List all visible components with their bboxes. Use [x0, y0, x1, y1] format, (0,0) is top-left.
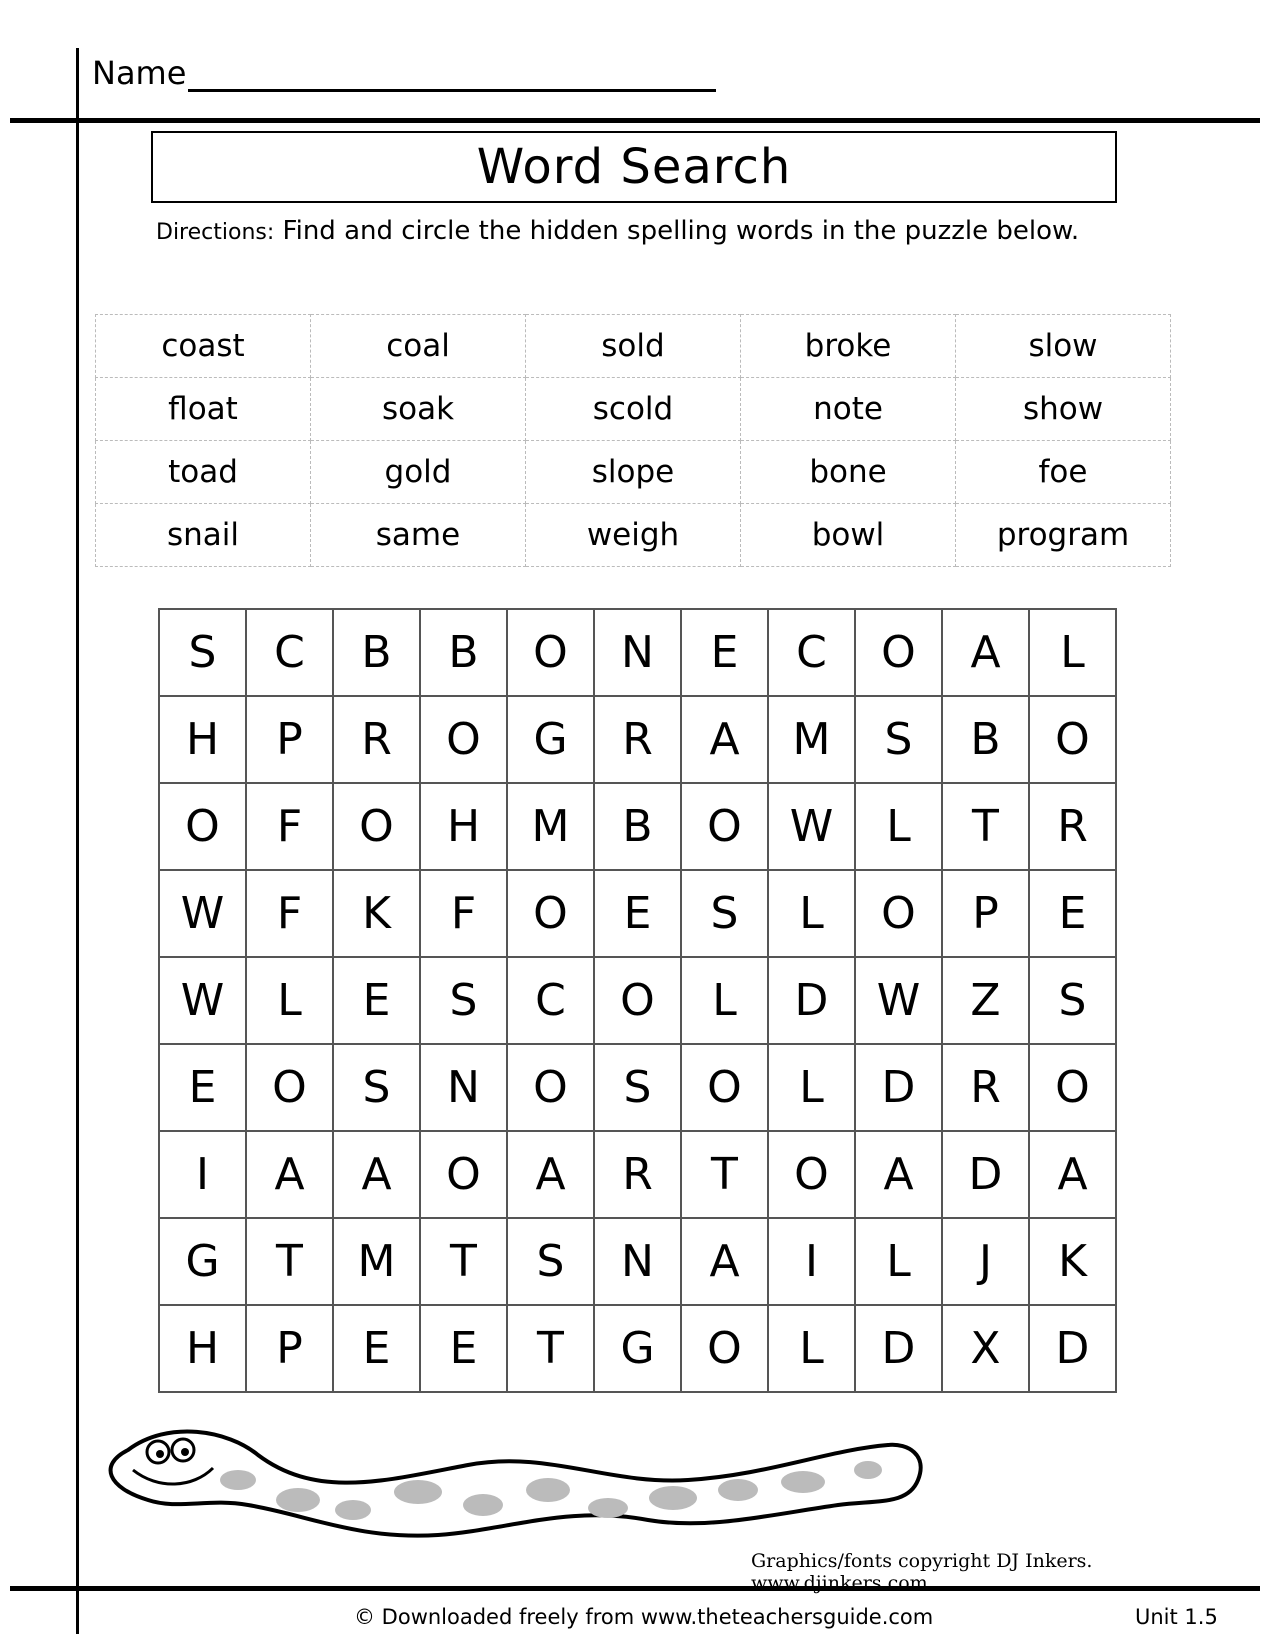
- grid-cell[interactable]: E: [1030, 871, 1117, 958]
- name-field: [92, 54, 716, 92]
- header-divider-line: [10, 118, 1260, 123]
- word-bank-word: slow: [956, 315, 1171, 378]
- grid-cell[interactable]: M: [334, 1219, 421, 1306]
- grid-cell[interactable]: S: [334, 1045, 421, 1132]
- grid-cell[interactable]: D: [1030, 1306, 1117, 1393]
- grid-cell[interactable]: T: [682, 1132, 769, 1219]
- grid-cell[interactable]: S: [1030, 958, 1117, 1045]
- grid-cell[interactable]: I: [160, 1132, 247, 1219]
- word-bank-word: broke: [741, 315, 956, 378]
- grid-cell[interactable]: N: [595, 1219, 682, 1306]
- grid-cell[interactable]: X: [943, 1306, 1030, 1393]
- grid-cell[interactable]: O: [508, 1045, 595, 1132]
- word-bank: [95, 314, 1171, 567]
- grid-cell[interactable]: L: [856, 784, 943, 871]
- word-bank-word: scold: [526, 378, 741, 441]
- grid-cell[interactable]: W: [160, 958, 247, 1045]
- grid-cell[interactable]: A: [682, 1219, 769, 1306]
- grid-cell[interactable]: I: [769, 1219, 856, 1306]
- grid-cell[interactable]: T: [508, 1306, 595, 1393]
- grid-cell[interactable]: L: [769, 871, 856, 958]
- graphics-credit: Graphics/fonts copyright DJ Inkers. www.djinkers.com: [751, 1550, 1093, 1594]
- margin-vertical-line: [76, 48, 79, 1634]
- grid-cell[interactable]: A: [1030, 1132, 1117, 1219]
- word-bank-row: [96, 441, 1171, 504]
- grid-cell[interactable]: G: [595, 1306, 682, 1393]
- grid-cell[interactable]: L: [769, 1045, 856, 1132]
- directions: [156, 216, 1079, 246]
- grid-cell[interactable]: P: [247, 1306, 334, 1393]
- grid-cell[interactable]: E: [595, 871, 682, 958]
- word-bank-word: same: [311, 504, 526, 567]
- grid-cell[interactable]: W: [160, 871, 247, 958]
- grid-cell[interactable]: O: [421, 1132, 508, 1219]
- grid-cell[interactable]: O: [421, 697, 508, 784]
- word-bank-word: sold: [526, 315, 741, 378]
- grid-cell[interactable]: A: [247, 1132, 334, 1219]
- grid-cell[interactable]: W: [769, 784, 856, 871]
- grid-cell[interactable]: K: [334, 871, 421, 958]
- grid-cell[interactable]: G: [160, 1219, 247, 1306]
- grid-cell[interactable]: M: [769, 697, 856, 784]
- word-bank-word: float: [96, 378, 311, 441]
- grid-cell[interactable]: T: [943, 784, 1030, 871]
- grid-cell[interactable]: S: [160, 610, 247, 697]
- grid-cell[interactable]: F: [247, 871, 334, 958]
- grid-cell[interactable]: G: [508, 697, 595, 784]
- grid-cell[interactable]: T: [421, 1219, 508, 1306]
- grid-cell[interactable]: K: [1030, 1219, 1117, 1306]
- grid-cell[interactable]: O: [769, 1132, 856, 1219]
- unit-label: Unit 1.5: [1135, 1605, 1218, 1629]
- grid-cell[interactable]: H: [160, 1306, 247, 1393]
- grid-cell[interactable]: A: [682, 697, 769, 784]
- grid-cell[interactable]: L: [856, 1219, 943, 1306]
- grid-cell[interactable]: N: [595, 610, 682, 697]
- word-bank-word: program: [956, 504, 1171, 567]
- grid-cell[interactable]: R: [1030, 784, 1117, 871]
- grid-cell[interactable]: S: [508, 1219, 595, 1306]
- grid-cell[interactable]: O: [334, 784, 421, 871]
- grid-cell[interactable]: L: [247, 958, 334, 1045]
- grid-cell[interactable]: P: [247, 697, 334, 784]
- word-bank-word: weigh: [526, 504, 741, 567]
- grid-cell[interactable]: B: [595, 784, 682, 871]
- grid-cell[interactable]: E: [334, 958, 421, 1045]
- grid-cell[interactable]: M: [508, 784, 595, 871]
- grid-cell[interactable]: Z: [943, 958, 1030, 1045]
- grid-cell[interactable]: W: [856, 958, 943, 1045]
- grid-cell[interactable]: O: [508, 871, 595, 958]
- word-bank-row: [96, 378, 1171, 441]
- grid-cell[interactable]: J: [943, 1219, 1030, 1306]
- grid-cell[interactable]: R: [334, 697, 421, 784]
- grid-cell[interactable]: E: [682, 610, 769, 697]
- name-blank-line: [188, 55, 716, 92]
- word-bank-word: toad: [96, 441, 311, 504]
- grid-cell[interactable]: B: [943, 697, 1030, 784]
- grid-cell[interactable]: L: [682, 958, 769, 1045]
- grid-cell[interactable]: A: [334, 1132, 421, 1219]
- word-bank-row: [96, 504, 1171, 567]
- grid-cell[interactable]: R: [595, 1132, 682, 1219]
- grid-cell[interactable]: N: [421, 1045, 508, 1132]
- grid-cell[interactable]: R: [943, 1045, 1030, 1132]
- word-bank-word: coal: [311, 315, 526, 378]
- grid-cell[interactable]: O: [682, 784, 769, 871]
- grid-cell[interactable]: S: [856, 697, 943, 784]
- grid-cell[interactable]: O: [160, 784, 247, 871]
- grid-cell[interactable]: O: [508, 610, 595, 697]
- page-title: Word Search: [476, 139, 792, 195]
- grid-cell[interactable]: C: [508, 958, 595, 1045]
- grid-cell[interactable]: E: [334, 1306, 421, 1393]
- word-bank-word: snail: [96, 504, 311, 567]
- grid-cell[interactable]: L: [769, 1306, 856, 1393]
- word-bank-word: soak: [311, 378, 526, 441]
- grid-cell[interactable]: L: [1030, 610, 1117, 697]
- grid-cell[interactable]: B: [421, 610, 508, 697]
- word-bank-word: foe: [956, 441, 1171, 504]
- word-search-grid: [158, 608, 1117, 1393]
- grid-cell[interactable]: T: [247, 1219, 334, 1306]
- name-label: Name: [92, 54, 187, 92]
- grid-cell[interactable]: O: [247, 1045, 334, 1132]
- grid-cell[interactable]: H: [421, 784, 508, 871]
- grid-cell[interactable]: D: [943, 1132, 1030, 1219]
- grid-cell[interactable]: C: [769, 610, 856, 697]
- grid-cell[interactable]: O: [1030, 1045, 1117, 1132]
- grid-cell[interactable]: R: [595, 697, 682, 784]
- grid-cell[interactable]: B: [334, 610, 421, 697]
- word-bank-row: [96, 315, 1171, 378]
- grid-cell[interactable]: O: [1030, 697, 1117, 784]
- grid-cell[interactable]: H: [160, 697, 247, 784]
- word-bank-word: bowl: [741, 504, 956, 567]
- word-bank-word: gold: [311, 441, 526, 504]
- snake-illustration: [88, 1410, 948, 1560]
- word-bank-word: note: [741, 378, 956, 441]
- word-bank-word: bone: [741, 441, 956, 504]
- grid-cell[interactable]: O: [595, 958, 682, 1045]
- grid-cell[interactable]: O: [856, 610, 943, 697]
- grid-cell[interactable]: O: [682, 1306, 769, 1393]
- word-bank-word: slope: [526, 441, 741, 504]
- directions-text: Find and circle the hidden spelling words in the puzzle below.: [282, 216, 1080, 246]
- grid-cell[interactable]: D: [769, 958, 856, 1045]
- grid-cell[interactable]: A: [856, 1132, 943, 1219]
- grid-cell[interactable]: A: [508, 1132, 595, 1219]
- grid-cell[interactable]: P: [943, 871, 1030, 958]
- grid-cell[interactable]: S: [595, 1045, 682, 1132]
- grid-cell[interactable]: S: [682, 871, 769, 958]
- download-notice: © Downloaded freely from www.theteachersguide.com: [354, 1605, 934, 1629]
- grid-cell[interactable]: O: [856, 871, 943, 958]
- grid-cell[interactable]: C: [247, 610, 334, 697]
- grid-cell[interactable]: D: [856, 1306, 943, 1393]
- grid-cell[interactable]: A: [943, 610, 1030, 697]
- grid-cell[interactable]: D: [856, 1045, 943, 1132]
- directions-label: Directions:: [156, 220, 275, 245]
- grid-cell[interactable]: E: [160, 1045, 247, 1132]
- word-bank-word: show: [956, 378, 1171, 441]
- word-bank-word: coast: [96, 315, 311, 378]
- grid-cell[interactable]: F: [421, 871, 508, 958]
- grid-cell[interactable]: F: [247, 784, 334, 871]
- grid-cell[interactable]: E: [421, 1306, 508, 1393]
- grid-cell[interactable]: O: [682, 1045, 769, 1132]
- title-box: [151, 131, 1117, 203]
- grid-cell[interactable]: S: [421, 958, 508, 1045]
